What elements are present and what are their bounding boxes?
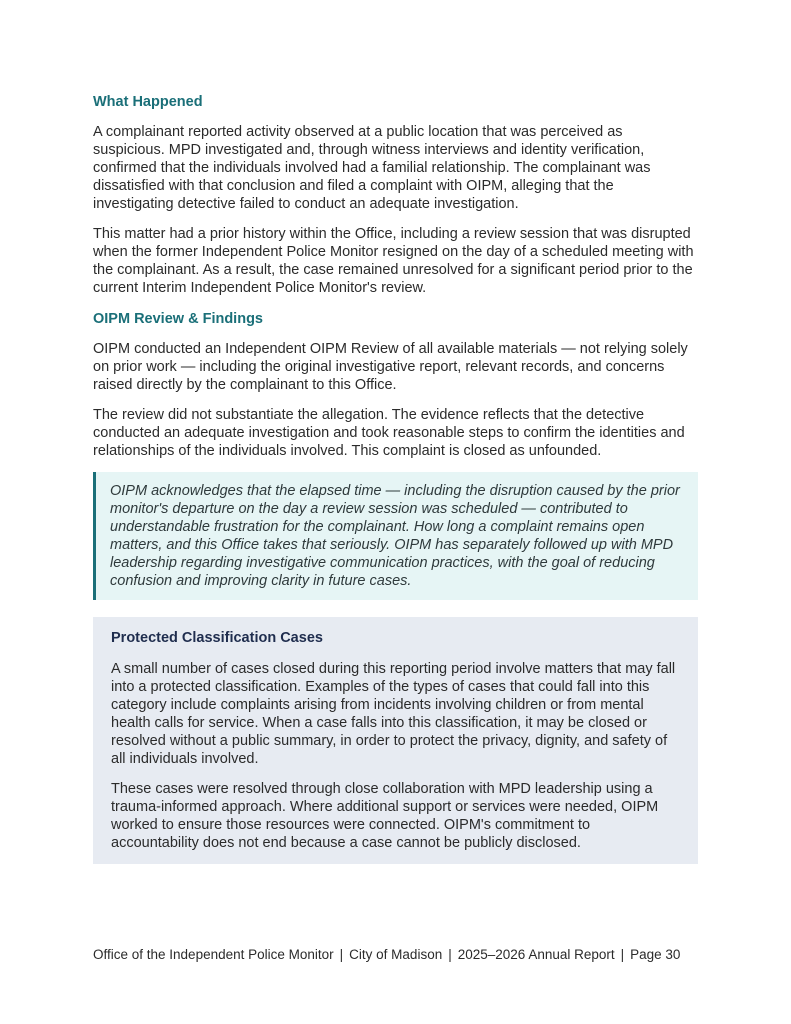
what-happened-paragraph-2: This matter had a prior history within the Office, including a review session that was disrupted when the former Independent Police Monitor resigned on the day of a scheduled meeting with the complainant. As a result, the case remained unresolved for a significant period prior to the current Interim Independent Police Monitor's review.	[93, 226, 694, 296]
protected-paragraph-1: A small number of cases closed during this reporting period involve matters that may fall into a protected classification. Examples of the types of cases that could fall into this category include complaints arising from incidents involving children or from mental health calls for service. When a case falls into this classification, it may be closed or resolved without a public summary, in order to protect the privacy, dignity, and safety of all individuals involved.	[111, 661, 676, 767]
review-findings-heading: OIPM Review & Findings	[93, 311, 263, 327]
footer-separator: |	[620, 947, 625, 962]
protected-paragraph-2: These cases were resolved through close collaboration with MPD leadership using a trauma-informed approach. Where additional support or services were needed, OIPM worked to ensure those resources were connected. OIPM's commitment to accountability does not end because a case cannot be publicly disclosed.	[111, 781, 659, 851]
protected-heading: Protected Classification Cases	[111, 630, 323, 646]
page-footer	[93, 946, 680, 964]
review-findings-paragraph-2: The review did not substantiate the allegation. The evidence reflects that the detective conducted an adequate investigation and took reasonable steps to confirm the identities and relationships of the individuals involved. This complaint is closed as unfounded.	[93, 407, 685, 459]
what-happened-heading: What Happened	[93, 94, 203, 110]
page-content	[93, 92, 698, 864]
footer-page-number: Page 30	[630, 947, 681, 962]
footer-separator: |	[339, 947, 344, 962]
footer-report: 2025–2026 Annual Report	[457, 947, 615, 962]
what-happened-paragraph-1: A complainant reported activity observed at a public location that was perceived as suspicious. MPD investigated and, through witness interviews and identity verification, confirmed that the individuals involved had a familial relationship. The complainant was dissatisfied with that conclusion and filed a complaint with OIPM, alleging that the investigating detective failed to conduct an adequate investigation.	[93, 124, 651, 212]
callout-text: OIPM acknowledges that the elapsed time — including the disruption caused by the prior monitor's departure on the day a review session was scheduled — contributed to understandable frustration for the complainant. How long a complaint remains open matters, and this Office takes that seriously. OIPM has separately followed up with MPD leadership regarding investigative communication practices, with the goal of reducing confusion and improving clarity in future cases.	[110, 483, 680, 589]
footer-separator: |	[448, 947, 452, 962]
protected-classification-box	[93, 617, 698, 864]
footer-office: Office of the Independent Police Monitor	[93, 947, 334, 962]
footer-city: City of Madison	[349, 947, 443, 962]
acknowledgement-callout	[93, 472, 698, 600]
review-findings-paragraph-1: OIPM conducted an Independent OIPM Review of all available materials — not relying solely on prior work — including the original investigative report, relevant records, and concerns raised directly by the complainant to this Office.	[93, 341, 688, 393]
